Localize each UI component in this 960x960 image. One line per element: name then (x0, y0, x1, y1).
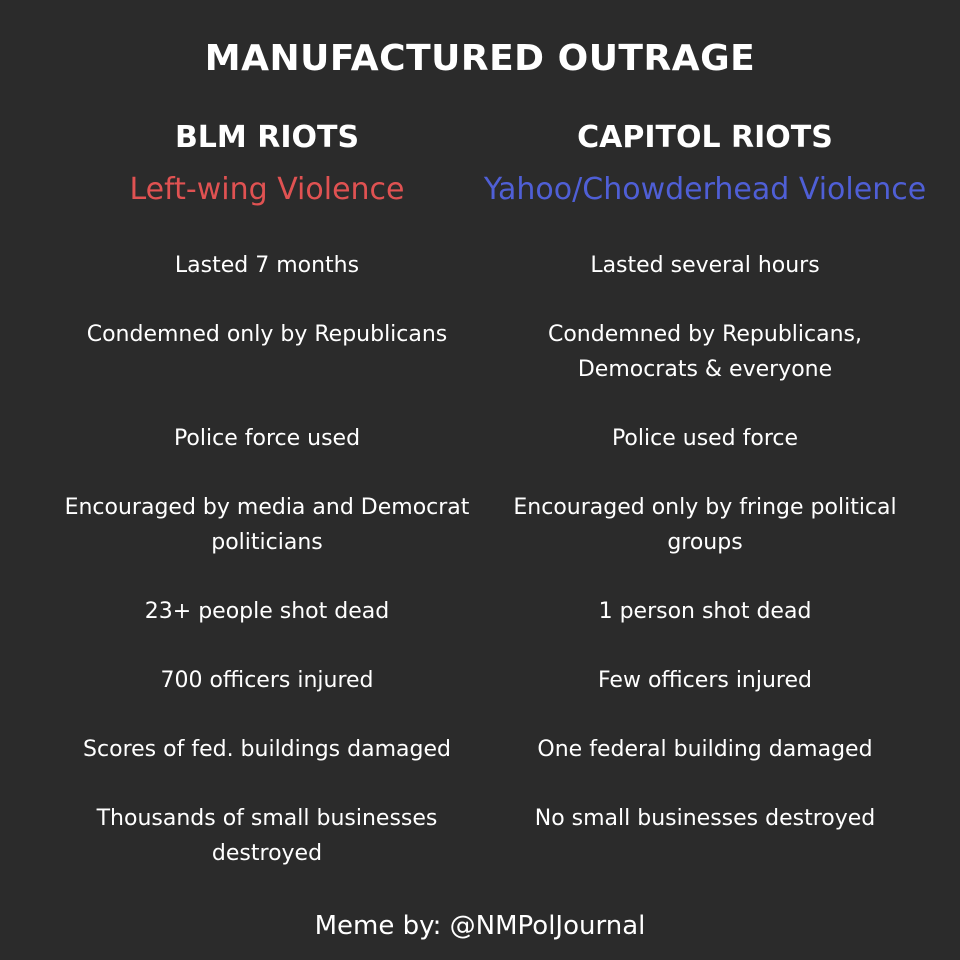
left-row-1: Lasted 7 months (174, 253, 360, 278)
left-row-8: Thousands of small businesses destroyed (96, 806, 438, 866)
left-row-4: Encouraged by media and Democrat politicians (64, 495, 470, 555)
right-row-3: Police used force (611, 426, 799, 451)
left-row-6: 700 officers injured (160, 668, 374, 693)
right-row-1: Lasted several hours (590, 253, 820, 278)
left-row-5: 23+ people shot dead (144, 599, 390, 624)
left-row-2: Condemned only by Republicans (86, 322, 448, 347)
right-row-5: 1 person shot dead (598, 599, 812, 624)
left-row-7: Scores of fed. buildings damaged (83, 737, 451, 762)
left-subheading: Left-wing Violence (129, 172, 405, 207)
right-row-2: Condemned by Republicans, Democrats & everyone (547, 322, 862, 382)
footer-credit: Meme by: @NMPolJournal (314, 911, 646, 941)
right-row-8: No small businesses destroyed (534, 806, 876, 831)
right-heading: CAPITOL RIOTS (577, 120, 833, 155)
right-subheading: Yahoo/Chowderhead Violence (483, 172, 927, 207)
left-row-3: Police force used (173, 426, 361, 451)
page-title: MANUFACTURED OUTRAGE (204, 38, 756, 79)
left-heading: BLM RIOTS (174, 120, 360, 155)
right-row-7: One federal building damaged (537, 737, 873, 762)
right-row-6: Few officers injured (597, 668, 812, 693)
right-row-4: Encouraged only by fringe political groups (513, 495, 897, 555)
